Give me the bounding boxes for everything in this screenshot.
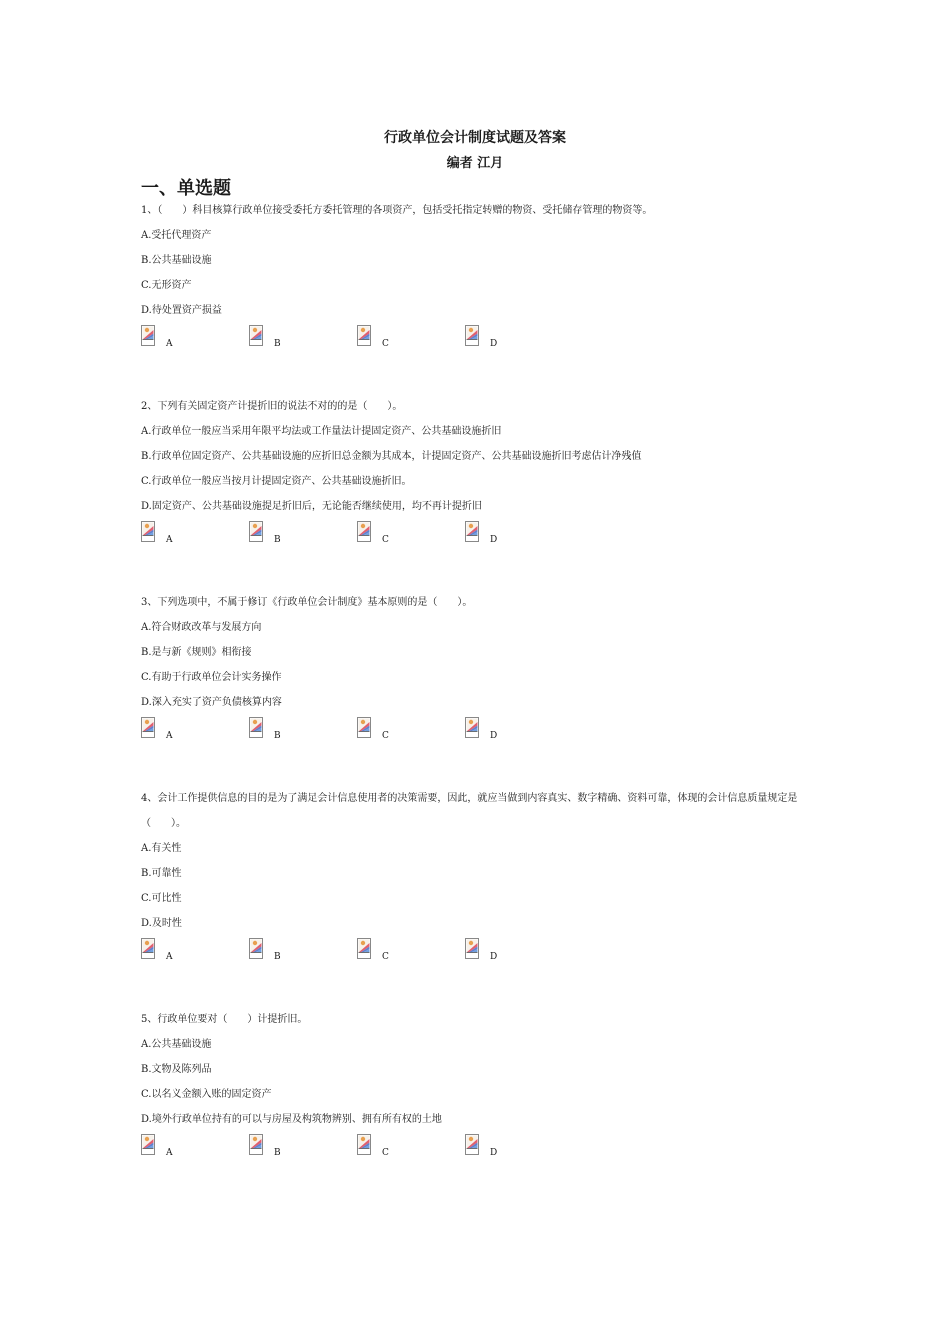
choice-b[interactable] bbox=[249, 717, 309, 747]
choice-a[interactable] bbox=[141, 938, 201, 968]
option-b: B.是与新《规则》相衔接 bbox=[141, 647, 252, 658]
radio-image-icon[interactable] bbox=[249, 1134, 264, 1156]
document-title: 行政单位会计制度试题及答案 bbox=[384, 130, 566, 146]
choice-c[interactable] bbox=[357, 938, 417, 968]
option-c: C.无形资产 bbox=[141, 280, 192, 291]
radio-image-icon[interactable] bbox=[141, 938, 156, 960]
choice-d[interactable] bbox=[465, 325, 525, 355]
option-c: C.以名义金额入账的固定资产 bbox=[141, 1089, 272, 1100]
option-c: C.有助于行政单位会计实务操作 bbox=[141, 672, 282, 683]
radio-image-icon[interactable] bbox=[357, 521, 372, 543]
choice-letter: A bbox=[166, 535, 173, 545]
radio-image-icon[interactable] bbox=[465, 717, 480, 739]
choice-letter: D bbox=[490, 731, 498, 741]
choice-letter: B bbox=[274, 952, 281, 962]
option-a: A.有关性 bbox=[141, 843, 182, 854]
answer-choices bbox=[141, 323, 821, 359]
choice-b[interactable] bbox=[249, 325, 309, 355]
radio-image-icon[interactable] bbox=[249, 938, 264, 960]
question-stem: 5、行政单位要对（ ）计提折旧。 bbox=[141, 1014, 308, 1025]
radio-image-icon[interactable] bbox=[357, 1134, 372, 1156]
option-d: D.固定资产、公共基础设施提足折旧后，无论能否继续使用，均不再计提折旧 bbox=[141, 501, 482, 512]
option-a: A.公共基础设施 bbox=[141, 1039, 212, 1050]
answer-choices bbox=[141, 519, 821, 555]
radio-image-icon[interactable] bbox=[465, 1134, 480, 1156]
choice-c[interactable] bbox=[357, 521, 417, 551]
choice-d[interactable] bbox=[465, 717, 525, 747]
choice-a[interactable] bbox=[141, 1134, 201, 1164]
choice-letter: A bbox=[166, 339, 173, 349]
answer-choices bbox=[141, 715, 821, 751]
choice-letter: B bbox=[274, 731, 281, 741]
option-b: B.文物及陈列品 bbox=[141, 1064, 212, 1075]
radio-image-icon[interactable] bbox=[141, 521, 156, 543]
choice-letter: C bbox=[382, 339, 389, 349]
choice-c[interactable] bbox=[357, 325, 417, 355]
choice-letter: C bbox=[382, 1148, 389, 1158]
radio-image-icon[interactable] bbox=[465, 325, 480, 347]
choice-letter: B bbox=[274, 535, 281, 545]
answer-choices bbox=[141, 936, 821, 972]
choice-c[interactable] bbox=[357, 717, 417, 747]
option-b: B.可靠性 bbox=[141, 868, 182, 879]
choice-d[interactable] bbox=[465, 938, 525, 968]
option-d: D.深入充实了资产负债核算内容 bbox=[141, 697, 282, 708]
answer-choices bbox=[141, 1132, 821, 1168]
question-5 bbox=[141, 1007, 821, 1168]
question-3 bbox=[141, 590, 821, 751]
choice-letter: D bbox=[490, 952, 498, 962]
radio-image-icon[interactable] bbox=[249, 325, 264, 347]
choice-letter: A bbox=[166, 952, 173, 962]
option-d: D.待处置资产损益 bbox=[141, 305, 222, 316]
choice-d[interactable] bbox=[465, 521, 525, 551]
choice-letter: B bbox=[274, 1148, 281, 1158]
choice-letter: C bbox=[382, 952, 389, 962]
choice-a[interactable] bbox=[141, 325, 201, 355]
radio-image-icon[interactable] bbox=[465, 521, 480, 543]
option-d: D.及时性 bbox=[141, 918, 182, 929]
question-4 bbox=[141, 786, 821, 972]
choice-b[interactable] bbox=[249, 938, 309, 968]
option-b: B.行政单位固定资产、公共基础设施的应折旧总金额为其成本，计提固定资产、公共基础设施折旧考虑估计净残值 bbox=[141, 451, 642, 462]
radio-image-icon[interactable] bbox=[141, 325, 156, 347]
radio-image-icon[interactable] bbox=[141, 1134, 156, 1156]
option-a: A.行政单位一般应当采用年限平均法或工作量法计提固定资产、公共基础设施折旧 bbox=[141, 426, 502, 437]
choice-letter: B bbox=[274, 339, 281, 349]
radio-image-icon[interactable] bbox=[249, 717, 264, 739]
choice-letter: A bbox=[166, 1148, 173, 1158]
question-2 bbox=[141, 394, 821, 555]
radio-image-icon[interactable] bbox=[465, 938, 480, 960]
option-d: D.境外行政单位持有的可以与房屋及构筑物辨别、拥有所有权的土地 bbox=[141, 1114, 442, 1125]
question-stem: 3、下列选项中，不属于修订《行政单位会计制度》基本原则的是（ ）。 bbox=[141, 597, 473, 608]
choice-b[interactable] bbox=[249, 1134, 309, 1164]
radio-image-icon[interactable] bbox=[357, 325, 372, 347]
document-author: 编者 江月 bbox=[446, 156, 504, 171]
choice-letter: A bbox=[166, 731, 173, 741]
choice-letter: D bbox=[490, 339, 498, 349]
question-stem: 2、下列有关固定资产计提折旧的说法不对的的是（ ）。 bbox=[141, 401, 403, 412]
option-c: C.行政单位一般应当按月计提固定资产、公共基础设施折旧。 bbox=[141, 476, 412, 487]
choice-letter: D bbox=[490, 535, 498, 545]
radio-image-icon[interactable] bbox=[357, 717, 372, 739]
choice-a[interactable] bbox=[141, 717, 201, 747]
option-a: A.符合财政改革与发展方向 bbox=[141, 622, 262, 633]
radio-image-icon[interactable] bbox=[249, 521, 264, 543]
choice-letter: C bbox=[382, 731, 389, 741]
option-b: B.公共基础设施 bbox=[141, 255, 212, 266]
radio-image-icon[interactable] bbox=[357, 938, 372, 960]
question-stem: 1、（ ）科目核算行政单位接受委托方委托管理的各项资产，包括受托指定转赠的物资、受托储存管理的物资等。 bbox=[141, 205, 653, 216]
choice-letter: C bbox=[382, 535, 389, 545]
choice-c[interactable] bbox=[357, 1134, 417, 1164]
choice-letter: D bbox=[490, 1148, 498, 1158]
option-c: C.可比性 bbox=[141, 893, 182, 904]
choice-a[interactable] bbox=[141, 521, 201, 551]
option-a: A.受托代理资产 bbox=[141, 230, 212, 241]
choice-b[interactable] bbox=[249, 521, 309, 551]
radio-image-icon[interactable] bbox=[141, 717, 156, 739]
choice-d[interactable] bbox=[465, 1134, 525, 1164]
question-stem: 4、会计工作提供信息的目的是为了满足会计信息使用者的决策需要，因此，就应当做到内容真实、数字精确、资料可靠，体现的会计信息质量规定是（ ）。 bbox=[141, 793, 798, 829]
question-1 bbox=[141, 198, 821, 359]
section-heading: 一、单选题 bbox=[141, 178, 231, 199]
